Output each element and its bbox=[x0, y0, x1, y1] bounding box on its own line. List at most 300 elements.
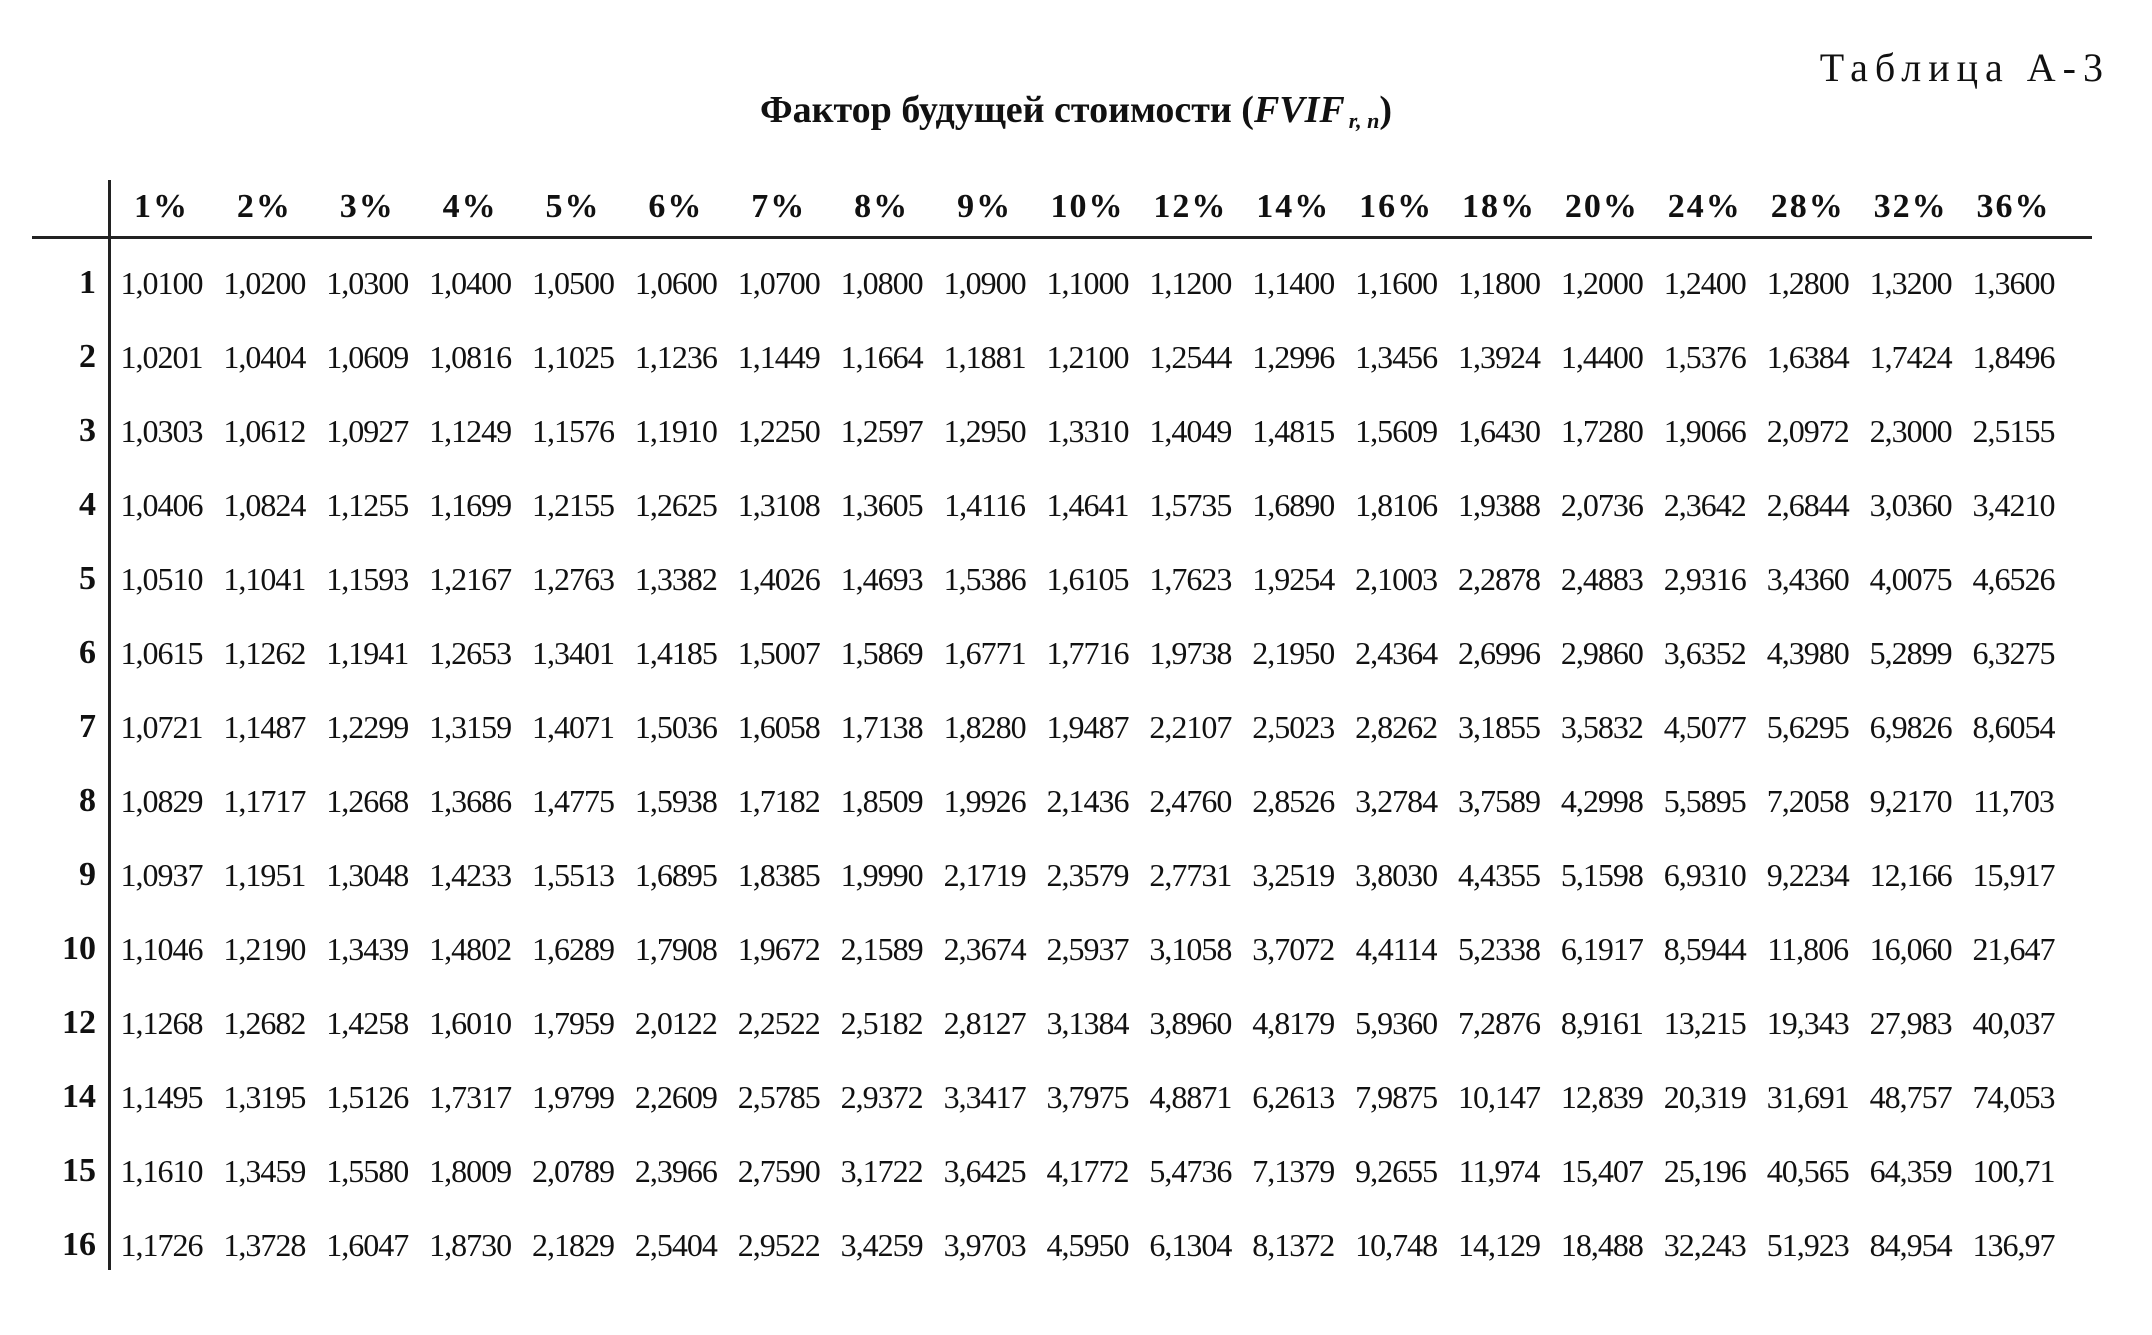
factor-value-cell: 1,3200 bbox=[1869, 264, 1952, 301]
column-header: 1% bbox=[133, 188, 189, 225]
factor-value-cell: 1,0600 bbox=[634, 264, 717, 301]
factor-value-cell: 2,2522 bbox=[737, 1004, 820, 1041]
factor-value-cell: 20,319 bbox=[1663, 1078, 1746, 1115]
factor-value-cell: 6,1917 bbox=[1560, 930, 1643, 967]
factor-value-cell: 1,9388 bbox=[1458, 486, 1541, 523]
factor-value-cell: 1,7182 bbox=[737, 782, 820, 819]
factor-value-cell: 1,1910 bbox=[634, 412, 717, 449]
factor-value-cell: 1,0200 bbox=[223, 264, 306, 301]
factor-value-cell: 1,7280 bbox=[1560, 412, 1643, 449]
table-row bbox=[0, 616, 2152, 690]
period-label: 4 bbox=[79, 486, 96, 523]
factor-value-cell: 2,7731 bbox=[1149, 856, 1232, 893]
factor-value-cell: 2,4883 bbox=[1560, 560, 1643, 597]
factor-value-cell: 1,3048 bbox=[326, 856, 409, 893]
factor-value-cell: 1,7424 bbox=[1869, 338, 1952, 375]
factor-value-cell: 2,5937 bbox=[1046, 930, 1129, 967]
factor-value-cell: 1,0100 bbox=[120, 264, 203, 301]
factor-value-cell: 5,4736 bbox=[1149, 1152, 1232, 1189]
factor-value-cell: 1,0406 bbox=[120, 486, 203, 523]
factor-value-cell: 2,9860 bbox=[1560, 634, 1643, 671]
factor-value-cell: 10,748 bbox=[1355, 1226, 1438, 1263]
factor-value-cell: 3,2519 bbox=[1252, 856, 1335, 893]
factor-value-cell: 2,0122 bbox=[634, 1004, 717, 1041]
factor-value-cell: 3,2784 bbox=[1355, 782, 1438, 819]
factor-value-cell: 2,5404 bbox=[634, 1226, 717, 1263]
factor-value-cell: 2,0972 bbox=[1766, 412, 1849, 449]
factor-value-cell: 1,4641 bbox=[1046, 486, 1129, 523]
factor-value-cell: 18,488 bbox=[1560, 1226, 1643, 1263]
column-header: 12% bbox=[1153, 188, 1228, 225]
factor-value-cell: 1,9254 bbox=[1252, 560, 1335, 597]
column-header: 9% bbox=[957, 188, 1013, 225]
factor-table-body bbox=[0, 246, 2152, 1282]
factor-value-cell: 1,2668 bbox=[326, 782, 409, 819]
factor-value-cell: 1,1576 bbox=[532, 412, 614, 449]
factor-value-cell: 4,4355 bbox=[1458, 856, 1541, 893]
factor-value-cell: 51,923 bbox=[1766, 1226, 1849, 1263]
factor-value-cell: 1,3686 bbox=[429, 782, 512, 819]
factor-value-cell: 2,1003 bbox=[1355, 560, 1438, 597]
factor-value-cell: 1,2653 bbox=[429, 634, 512, 671]
factor-value-cell: 1,1255 bbox=[326, 486, 409, 523]
column-header: 14% bbox=[1256, 188, 1331, 225]
factor-value-cell: 1,2190 bbox=[223, 930, 306, 967]
factor-value-cell: 6,1304 bbox=[1149, 1226, 1232, 1263]
factor-value-cell: 84,954 bbox=[1869, 1226, 1952, 1263]
factor-value-cell: 1,9799 bbox=[532, 1078, 614, 1115]
factor-value-cell: 1,3382 bbox=[634, 560, 717, 597]
column-header: 16% bbox=[1359, 188, 1434, 225]
table-row bbox=[0, 246, 2152, 320]
factor-value-cell: 9,2170 bbox=[1869, 782, 1952, 819]
factor-value-cell: 16,060 bbox=[1869, 930, 1952, 967]
factor-value-cell: 5,2338 bbox=[1458, 930, 1541, 967]
factor-value-cell: 1,0900 bbox=[943, 264, 1026, 301]
factor-value-cell: 1,5513 bbox=[532, 856, 614, 893]
period-label: 8 bbox=[79, 782, 96, 819]
title-symbol: FVIF bbox=[1253, 89, 1345, 131]
factor-value-cell: 1,0612 bbox=[223, 412, 306, 449]
factor-value-cell: 31,691 bbox=[1766, 1078, 1849, 1115]
factor-value-cell: 10,147 bbox=[1458, 1078, 1541, 1115]
factor-value-cell: 1,1881 bbox=[943, 338, 1026, 375]
factor-value-cell: 2,1436 bbox=[1046, 782, 1129, 819]
factor-value-cell: 1,0829 bbox=[120, 782, 203, 819]
title-prefix: Фактор будущей стоимости ( bbox=[759, 89, 1254, 131]
factor-value-cell: 1,4693 bbox=[840, 560, 923, 597]
factor-value-cell: 1,8730 bbox=[429, 1226, 512, 1263]
factor-value-cell: 3,4360 bbox=[1766, 560, 1849, 597]
table-row bbox=[0, 542, 2152, 616]
factor-value-cell: 1,9672 bbox=[737, 930, 820, 967]
factor-value-cell: 1,9926 bbox=[943, 782, 1026, 819]
factor-value-cell: 64,359 bbox=[1869, 1152, 1952, 1189]
factor-value-cell: 1,7138 bbox=[840, 708, 923, 745]
factor-value-cell: 1,5938 bbox=[634, 782, 717, 819]
factor-value-cell: 3,7975 bbox=[1046, 1078, 1129, 1115]
factor-value-cell: 1,1249 bbox=[429, 412, 512, 449]
table-row bbox=[0, 1060, 2152, 1134]
factor-value-cell: 1,9487 bbox=[1046, 708, 1129, 745]
column-header-row bbox=[0, 180, 2152, 234]
factor-value-cell: 8,9161 bbox=[1560, 1004, 1643, 1041]
factor-value-cell: 7,2876 bbox=[1458, 1004, 1541, 1041]
factor-value-cell: 3,8960 bbox=[1149, 1004, 1232, 1041]
column-header: 32% bbox=[1873, 188, 1948, 225]
factor-value-cell: 2,9372 bbox=[840, 1078, 923, 1115]
table-row bbox=[0, 1208, 2152, 1282]
factor-value-cell: 1,8280 bbox=[943, 708, 1026, 745]
factor-value-cell: 1,4049 bbox=[1149, 412, 1232, 449]
factor-value-cell: 9,2234 bbox=[1766, 856, 1849, 893]
factor-value-cell: 2,8262 bbox=[1355, 708, 1438, 745]
factor-value-cell: 1,4802 bbox=[429, 930, 512, 967]
factor-value-cell: 6,2613 bbox=[1252, 1078, 1335, 1115]
factor-value-cell: 1,5126 bbox=[326, 1078, 409, 1115]
factor-value-cell: 6,3275 bbox=[1972, 634, 2055, 671]
title-suffix: ) bbox=[1379, 89, 1393, 131]
period-label: 6 bbox=[79, 634, 96, 671]
factor-value-cell: 2,0789 bbox=[532, 1152, 614, 1189]
factor-value-cell: 48,757 bbox=[1869, 1078, 1952, 1115]
factor-value-cell: 1,3310 bbox=[1046, 412, 1129, 449]
factor-value-cell: 1,3456 bbox=[1355, 338, 1438, 375]
factor-value-cell: 1,2400 bbox=[1663, 264, 1746, 301]
factor-value-cell: 1,3459 bbox=[223, 1152, 306, 1189]
factor-value-cell: 7,1379 bbox=[1252, 1152, 1335, 1189]
factor-value-cell: 1,0400 bbox=[429, 264, 512, 301]
factor-value-cell: 2,6844 bbox=[1766, 486, 1849, 523]
factor-value-cell: 4,2998 bbox=[1560, 782, 1643, 819]
factor-value-cell: 1,1025 bbox=[532, 338, 614, 375]
factor-value-cell: 1,5869 bbox=[840, 634, 923, 671]
factor-value-cell: 13,215 bbox=[1663, 1004, 1746, 1041]
factor-value-cell: 21,647 bbox=[1972, 930, 2055, 967]
factor-value-cell: 1,4071 bbox=[532, 708, 614, 745]
factor-value-cell: 1,0937 bbox=[120, 856, 203, 893]
factor-value-cell: 4,3980 bbox=[1766, 634, 1849, 671]
factor-value-cell: 2,3674 bbox=[943, 930, 1026, 967]
factor-value-cell: 1,2544 bbox=[1149, 338, 1232, 375]
factor-value-cell: 1,2996 bbox=[1252, 338, 1335, 375]
factor-value-cell: 2,1829 bbox=[532, 1226, 614, 1263]
factor-value-cell: 2,9316 bbox=[1663, 560, 1746, 597]
factor-value-cell: 3,8030 bbox=[1355, 856, 1438, 893]
factor-value-cell: 1,8496 bbox=[1972, 338, 2055, 375]
column-header: 2% bbox=[236, 188, 292, 225]
factor-value-cell: 3,1384 bbox=[1046, 1004, 1129, 1041]
factor-value-cell: 1,1717 bbox=[223, 782, 306, 819]
factor-value-cell: 1,0927 bbox=[326, 412, 409, 449]
factor-value-cell: 1,1046 bbox=[120, 930, 203, 967]
factor-value-cell: 3,4210 bbox=[1972, 486, 2055, 523]
factor-value-cell: 1,0700 bbox=[737, 264, 820, 301]
factor-value-cell: 1,4775 bbox=[532, 782, 614, 819]
factor-value-cell: 2,7590 bbox=[737, 1152, 820, 1189]
column-header: 7% bbox=[751, 188, 807, 225]
factor-value-cell: 1,3108 bbox=[737, 486, 820, 523]
factor-value-cell: 2,4760 bbox=[1149, 782, 1232, 819]
period-label: 3 bbox=[79, 412, 96, 449]
factor-value-cell: 4,5950 bbox=[1046, 1226, 1129, 1263]
column-header: 28% bbox=[1770, 188, 1845, 225]
factor-value-cell: 3,6352 bbox=[1663, 634, 1746, 671]
factor-value-cell: 1,2000 bbox=[1560, 264, 1643, 301]
factor-value-cell: 7,9875 bbox=[1355, 1078, 1438, 1115]
factor-value-cell: 6,9310 bbox=[1663, 856, 1746, 893]
factor-value-cell: 1,0510 bbox=[120, 560, 203, 597]
factor-value-cell: 1,1699 bbox=[429, 486, 512, 523]
title-subscript: r, n bbox=[1348, 108, 1380, 133]
factor-value-cell: 1,3401 bbox=[532, 634, 614, 671]
factor-value-cell: 1,0609 bbox=[326, 338, 409, 375]
factor-value-cell: 4,1772 bbox=[1046, 1152, 1129, 1189]
factor-value-cell: 1,7623 bbox=[1149, 560, 1232, 597]
factor-value-cell: 1,6771 bbox=[943, 634, 1026, 671]
factor-value-cell: 1,1593 bbox=[326, 560, 409, 597]
factor-value-cell: 3,1722 bbox=[840, 1152, 923, 1189]
factor-value-cell: 4,6526 bbox=[1972, 560, 2055, 597]
factor-value-cell: 136,97 bbox=[1972, 1226, 2055, 1263]
period-label: 5 bbox=[79, 560, 96, 597]
factor-value-cell: 1,6384 bbox=[1766, 338, 1849, 375]
column-header: 4% bbox=[442, 188, 498, 225]
factor-value-cell: 4,8179 bbox=[1252, 1004, 1335, 1041]
factor-value-cell: 1,7716 bbox=[1046, 634, 1129, 671]
factor-value-cell: 2,3642 bbox=[1663, 486, 1746, 523]
table-row bbox=[0, 912, 2152, 986]
table-row bbox=[0, 690, 2152, 764]
factor-value-cell: 2,2609 bbox=[634, 1078, 717, 1115]
factor-value-cell: 74,053 bbox=[1972, 1078, 2055, 1115]
factor-value-cell: 2,2878 bbox=[1458, 560, 1541, 597]
factor-value-cell: 1,1000 bbox=[1046, 264, 1129, 301]
factor-value-cell: 11,703 bbox=[1973, 782, 2054, 819]
factor-value-cell: 1,1487 bbox=[223, 708, 306, 745]
factor-value-cell: 8,6054 bbox=[1972, 708, 2055, 745]
factor-value-cell: 1,3924 bbox=[1458, 338, 1541, 375]
factor-value-cell: 1,2625 bbox=[634, 486, 717, 523]
factor-value-cell: 1,0404 bbox=[223, 338, 306, 375]
period-label: 15 bbox=[62, 1152, 96, 1189]
factor-value-cell: 1,8106 bbox=[1355, 486, 1438, 523]
factor-value-cell: 1,7959 bbox=[532, 1004, 614, 1041]
factor-value-cell: 5,1598 bbox=[1560, 856, 1643, 893]
factor-value-cell: 14,129 bbox=[1458, 1226, 1541, 1263]
column-header: 24% bbox=[1667, 188, 1742, 225]
factor-value-cell: 1,1449 bbox=[737, 338, 820, 375]
factor-value-cell: 32,243 bbox=[1663, 1226, 1746, 1263]
factor-value-cell: 11,806 bbox=[1767, 930, 1849, 967]
period-label: 10 bbox=[62, 930, 96, 967]
factor-value-cell: 2,8526 bbox=[1252, 782, 1335, 819]
factor-value-cell: 3,6425 bbox=[943, 1152, 1026, 1189]
column-header: 6% bbox=[648, 188, 704, 225]
factor-value-cell: 7,2058 bbox=[1766, 782, 1849, 819]
factor-value-cell: 2,5182 bbox=[840, 1004, 923, 1041]
factor-value-cell: 1,6289 bbox=[532, 930, 614, 967]
factor-value-cell: 1,1941 bbox=[326, 634, 409, 671]
column-header: 8% bbox=[854, 188, 910, 225]
factor-value-cell: 1,2167 bbox=[429, 560, 512, 597]
factor-value-cell: 2,1719 bbox=[943, 856, 1026, 893]
factor-value-cell: 1,2950 bbox=[943, 412, 1026, 449]
factor-value-cell: 12,166 bbox=[1869, 856, 1952, 893]
factor-value-cell: 1,6105 bbox=[1046, 560, 1129, 597]
factor-value-cell: 9,2655 bbox=[1355, 1152, 1438, 1189]
factor-value-cell: 1,2299 bbox=[326, 708, 409, 745]
factor-value-cell: 1,5376 bbox=[1663, 338, 1746, 375]
factor-value-cell: 8,5944 bbox=[1663, 930, 1746, 967]
factor-value-cell: 1,1800 bbox=[1458, 264, 1541, 301]
factor-value-cell: 1,6890 bbox=[1252, 486, 1335, 523]
factor-value-cell: 2,1950 bbox=[1252, 634, 1335, 671]
factor-value-cell: 1,3605 bbox=[840, 486, 923, 523]
factor-value-cell: 1,1200 bbox=[1149, 264, 1232, 301]
factor-value-cell: 1,0201 bbox=[120, 338, 203, 375]
factor-value-cell: 1,0300 bbox=[326, 264, 409, 301]
factor-value-cell: 1,9738 bbox=[1149, 634, 1232, 671]
factor-value-cell: 1,1041 bbox=[223, 560, 306, 597]
factor-value-cell: 1,0816 bbox=[429, 338, 512, 375]
factor-value-cell: 1,3728 bbox=[223, 1226, 306, 1263]
factor-value-cell: 3,1058 bbox=[1149, 930, 1232, 967]
factor-value-cell: 100,71 bbox=[1972, 1152, 2055, 1189]
factor-value-cell: 3,7072 bbox=[1252, 930, 1335, 967]
factor-value-cell: 1,3159 bbox=[429, 708, 512, 745]
factor-value-cell: 1,5609 bbox=[1355, 412, 1438, 449]
column-header: 5% bbox=[545, 188, 601, 225]
factor-value-cell: 1,0800 bbox=[840, 264, 923, 301]
period-label: 16 bbox=[62, 1226, 96, 1263]
factor-value-cell: 15,917 bbox=[1972, 856, 2055, 893]
factor-value-cell: 2,2107 bbox=[1149, 708, 1232, 745]
factor-value-cell: 1,4258 bbox=[326, 1004, 409, 1041]
factor-value-cell: 25,196 bbox=[1663, 1152, 1746, 1189]
header-divider bbox=[32, 236, 2092, 239]
factor-value-cell: 12,839 bbox=[1560, 1078, 1643, 1115]
factor-value-cell: 3,5832 bbox=[1560, 708, 1643, 745]
factor-value-cell: 1,8385 bbox=[737, 856, 820, 893]
factor-value-cell: 1,1400 bbox=[1252, 264, 1335, 301]
factor-value-cell: 1,1495 bbox=[120, 1078, 203, 1115]
column-header: 3% bbox=[339, 188, 395, 225]
factor-value-cell: 1,5735 bbox=[1149, 486, 1232, 523]
factor-value-cell: 4,0075 bbox=[1869, 560, 1952, 597]
factor-value-cell: 1,0824 bbox=[223, 486, 306, 523]
factor-value-cell: 15,407 bbox=[1560, 1152, 1643, 1189]
table-row bbox=[0, 838, 2152, 912]
factor-value-cell: 1,6010 bbox=[429, 1004, 512, 1041]
table-row bbox=[0, 986, 2152, 1060]
column-header: 18% bbox=[1462, 188, 1537, 225]
factor-value-cell: 4,5077 bbox=[1663, 708, 1746, 745]
factor-value-cell: 1,4116 bbox=[944, 486, 1025, 523]
column-header: 20% bbox=[1564, 188, 1639, 225]
factor-value-cell: 1,2597 bbox=[840, 412, 923, 449]
factor-value-cell: 1,5007 bbox=[737, 634, 820, 671]
factor-value-cell: 1,0615 bbox=[120, 634, 203, 671]
factor-value-cell: 2,5023 bbox=[1252, 708, 1335, 745]
factor-value-cell: 2,3000 bbox=[1869, 412, 1952, 449]
factor-value-cell: 1,3439 bbox=[326, 930, 409, 967]
period-label: 2 bbox=[79, 338, 96, 375]
factor-value-cell: 1,6058 bbox=[737, 708, 820, 745]
factor-value-cell: 4,4114 bbox=[1355, 930, 1437, 967]
column-header: 36% bbox=[1976, 188, 2051, 225]
table-row bbox=[0, 764, 2152, 838]
factor-value-cell: 1,3195 bbox=[223, 1078, 306, 1115]
factor-value-cell: 40,037 bbox=[1972, 1004, 2055, 1041]
table-row bbox=[0, 320, 2152, 394]
factor-value-cell: 1,0721 bbox=[120, 708, 203, 745]
factor-value-cell: 1,4185 bbox=[634, 634, 717, 671]
factor-value-cell: 1,5036 bbox=[634, 708, 717, 745]
period-label: 9 bbox=[79, 856, 96, 893]
factor-value-cell: 5,2899 bbox=[1869, 634, 1952, 671]
factor-value-cell: 2,0736 bbox=[1560, 486, 1643, 523]
page-title bbox=[0, 88, 2152, 132]
factor-value-cell: 2,9522 bbox=[737, 1226, 820, 1263]
factor-value-cell: 1,1951 bbox=[223, 856, 306, 893]
period-label: 14 bbox=[62, 1078, 96, 1115]
factor-value-cell: 1,3600 bbox=[1972, 264, 2055, 301]
factor-value-cell: 1,1268 bbox=[120, 1004, 203, 1041]
factor-value-cell: 3,7589 bbox=[1458, 782, 1541, 819]
factor-value-cell: 5,5895 bbox=[1663, 782, 1746, 819]
factor-value-cell: 1,2800 bbox=[1766, 264, 1849, 301]
factor-value-cell: 4,8871 bbox=[1149, 1078, 1232, 1115]
factor-value-cell: 5,6295 bbox=[1766, 708, 1849, 745]
factor-value-cell: 2,3966 bbox=[634, 1152, 717, 1189]
factor-value-cell: 1,4400 bbox=[1560, 338, 1643, 375]
factor-value-cell: 3,0360 bbox=[1869, 486, 1952, 523]
factor-value-cell: 2,1589 bbox=[840, 930, 923, 967]
factor-value-cell: 5,9360 bbox=[1355, 1004, 1438, 1041]
table-row bbox=[0, 468, 2152, 542]
factor-value-cell: 1,4815 bbox=[1252, 412, 1335, 449]
factor-value-cell: 1,4026 bbox=[737, 560, 820, 597]
table-row bbox=[0, 1134, 2152, 1208]
period-label: 1 bbox=[79, 264, 96, 301]
period-label: 12 bbox=[62, 1004, 96, 1041]
factor-value-cell: 1,4233 bbox=[429, 856, 512, 893]
factor-value-cell: 1,1610 bbox=[120, 1152, 203, 1189]
factor-value-cell: 1,2100 bbox=[1046, 338, 1129, 375]
factor-value-cell: 1,1726 bbox=[120, 1226, 203, 1263]
factor-value-cell: 1,6047 bbox=[326, 1226, 409, 1263]
factor-value-cell: 11,974 bbox=[1458, 1152, 1540, 1189]
factor-value-cell: 2,5785 bbox=[737, 1078, 820, 1115]
factor-value-cell: 1,9066 bbox=[1663, 412, 1746, 449]
factor-value-cell: 2,3579 bbox=[1046, 856, 1129, 893]
factor-value-cell: 6,9826 bbox=[1869, 708, 1952, 745]
factor-value-cell: 3,1855 bbox=[1458, 708, 1541, 745]
table-number-label: Таблица А-3 bbox=[1819, 45, 2110, 90]
factor-value-cell: 1,1664 bbox=[840, 338, 923, 375]
period-label: 7 bbox=[79, 708, 96, 745]
factor-value-cell: 2,8127 bbox=[943, 1004, 1026, 1041]
factor-value-cell: 1,6895 bbox=[634, 856, 717, 893]
factor-value-cell: 1,1600 bbox=[1355, 264, 1438, 301]
factor-value-cell: 1,1236 bbox=[634, 338, 717, 375]
factor-value-cell: 1,7317 bbox=[429, 1078, 512, 1115]
factor-value-cell: 1,7908 bbox=[634, 930, 717, 967]
factor-value-cell: 1,5386 bbox=[943, 560, 1026, 597]
factor-value-cell: 1,2155 bbox=[532, 486, 614, 523]
factor-value-cell: 3,9703 bbox=[943, 1226, 1026, 1263]
